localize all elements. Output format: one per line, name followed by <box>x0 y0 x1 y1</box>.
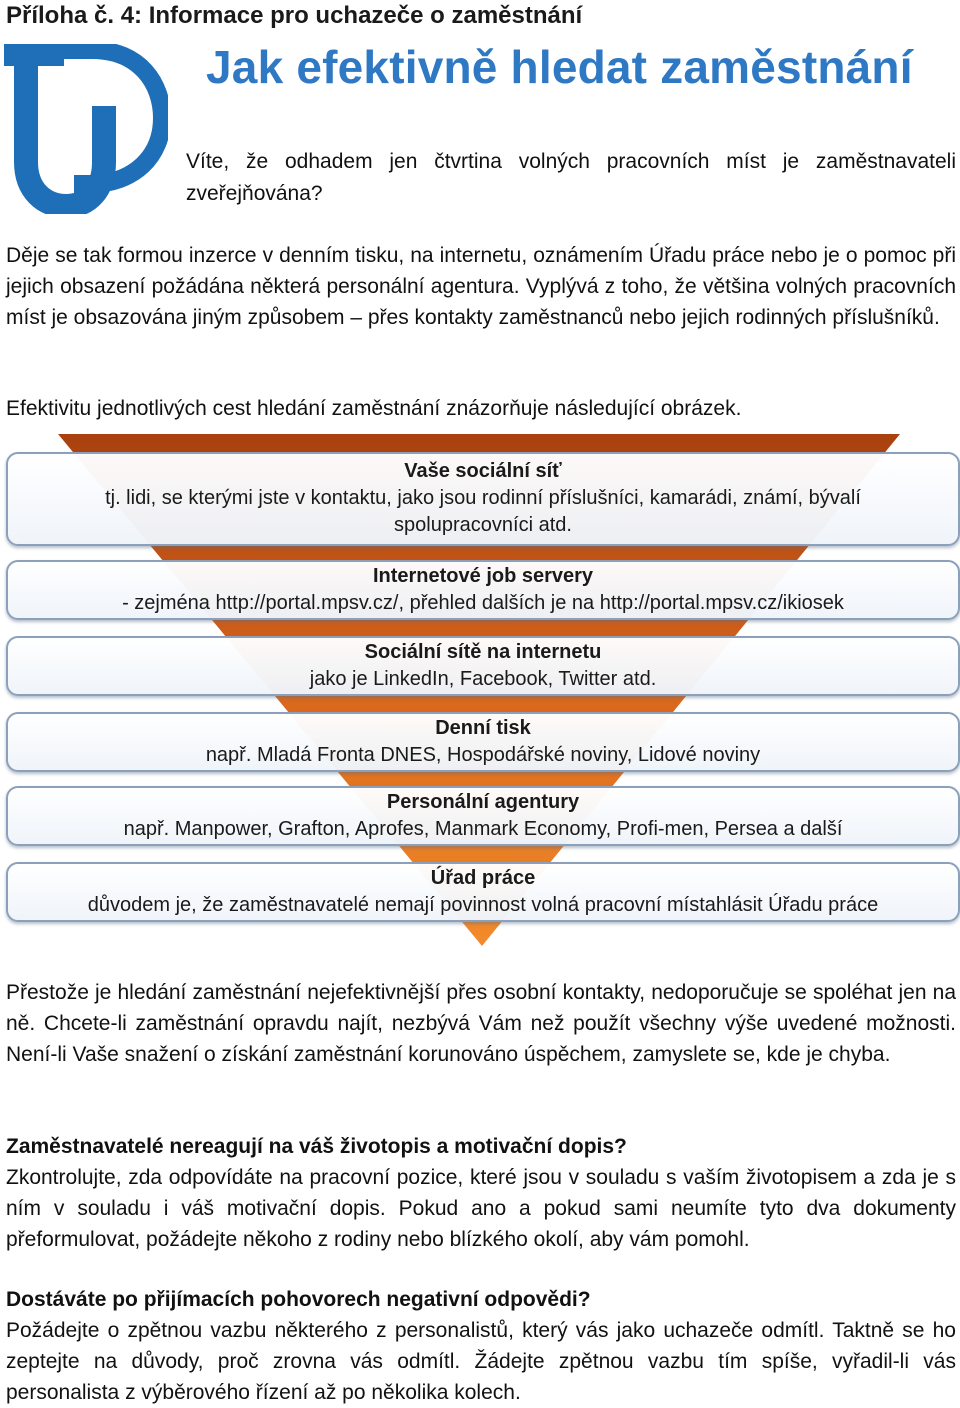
funnel-level-title: Úřad práce <box>430 867 536 889</box>
funnel-level-title: Personální agentury <box>386 791 580 813</box>
funnel-level-desc: důvodem je, že zaměstnavatelé nemají povinnost volná pracovní místahlásit Úřadu práce <box>87 894 879 916</box>
funnel-level-social-network <box>6 452 960 546</box>
funnel-level-title: Vaše sociální síť <box>404 460 562 482</box>
funnel-level-desc: jako je LinkedIn, Facebook, Twitter atd. <box>309 668 657 690</box>
funnel-level-desc: např. Manpower, Grafton, Aprofes, Manmark Economy, Profi-men, Persea a další <box>123 818 843 840</box>
section-body: Zkontrolujte, zda odpovídáte na pracovní pozice, které jsou v souladu s vaším životopisem a zda je s ním v souladu i váš motivační dopis. Pokud ano a pokud sami neumíte tyto dva dokumenty přeformulovat, požádejte někoho z rodiny nebo blízkého okolí, aby vám pomohl. <box>6 1166 956 1251</box>
funnel-level-desc: tj. lidi, se kterými jste v kontaktu, jako jsou rodinní příslušníci, kamarádi, známí, bývalí spolupracovníci atd. <box>105 487 861 536</box>
funnel-level-job-servers <box>6 560 960 620</box>
intro-paragraph: Víte, že odhadem jen čtvrtina volných pracovních míst je zaměstnavateli zveřejňována? <box>186 150 956 205</box>
paragraph-advice: Přestože je hledání zaměstnání nejefektivnější přes osobní kontakty, nedoporučuje se spoléhat jen na ně. Chcete-li zaměstnání opravdu najít, nezbývá Vám než použít všechny výše uvedené možnosti. Není-li Vaše snažení o získání zaměstnání korunováno úspěchem, zamyslete se, kde je chyba. <box>6 981 956 1066</box>
funnel-level-agencies <box>6 786 960 846</box>
annex-title: Příloha č. 4: Informace pro uchazeče o zaměstnání <box>6 2 583 29</box>
funnel-level-title: Denní tisk <box>435 717 531 739</box>
section-cv-no-response <box>6 1131 956 1255</box>
funnel-level-desc: - zejména http://portal.mpsv.cz/, přehled dalších je na http://portal.mpsv.cz/ikiosek <box>122 592 844 614</box>
funnel-level-labour-office <box>6 862 960 922</box>
paragraph-publication: Děje se tak formou inzerce v denním tisku, na internetu, oznámením Úřadu práce nebo je o pomoc při jejich obsazení požádána některá personální agentura. Vyplývá z toho, že většina volných pracovních míst je obsazována jiným způsobem – přes kontakty zaměstnanců nebo jejich rodinných příslušníků. <box>6 244 956 329</box>
page-title: Jak efektivně hledat zaměstnání <box>206 41 913 93</box>
funnel-level-title: Sociální sítě na internetu <box>364 641 602 663</box>
funnel-level-desc: např. Mladá Fronta DNES, Hospodářské noviny, Lidové noviny <box>205 744 761 766</box>
paragraph-figure-intro: Efektivitu jednotlivých cest hledání zaměstnání znázorňuje následující obrázek. <box>6 397 742 420</box>
funnel-level-social-sites <box>6 636 960 696</box>
section-heading: Dostáváte po přijímacích pohovorech negativní odpovědi? <box>6 1288 591 1311</box>
funnel-diagram <box>0 430 960 950</box>
funnel-level-title: Internetové job servery <box>372 565 594 587</box>
section-heading: Zaměstnavatelé nereagují na váš životopis a motivační dopis? <box>6 1135 627 1158</box>
up-logo-icon <box>4 44 168 214</box>
section-negative-answers <box>6 1284 956 1408</box>
section-body: Požádejte o zpětnou vazbu některého z personalistů, který vás jako uchazeče odmítl. Taktně se ho zeptejte na důvody, proč zrovna vás odmítl. Žádejte zpětnou vazbu tím spíše, vyřadil-li vás personalista z výběrového řízení až po několika kolech. <box>6 1319 956 1404</box>
funnel-level-daily-press <box>6 712 960 772</box>
